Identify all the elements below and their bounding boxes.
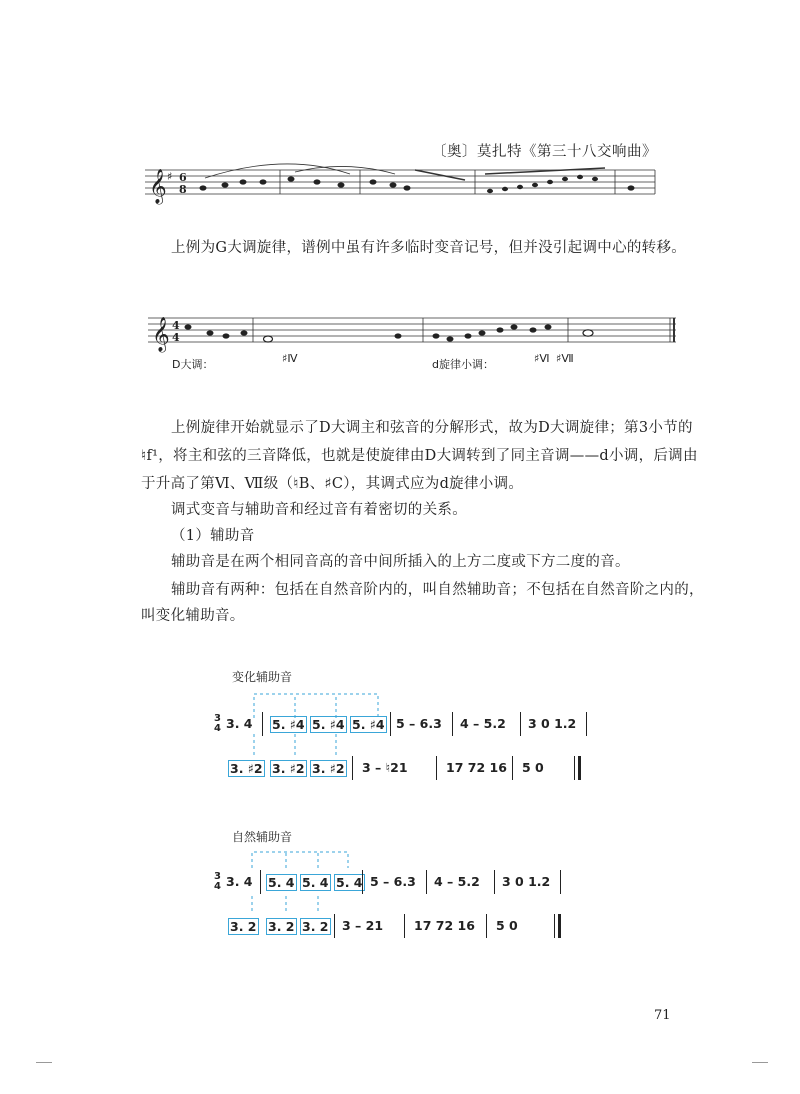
crop-mark — [752, 1062, 768, 1063]
time-sig-top: 3 — [214, 713, 221, 724]
page-number: 71 — [654, 1008, 671, 1023]
highlight-box: 5. ♯4 — [312, 717, 345, 732]
treble-clef-icon: 𝄞 — [152, 317, 170, 352]
svg-text:8: 8 — [179, 183, 187, 196]
highlight-box: 3. ♯2 — [312, 761, 345, 776]
label-d-major: D大调： — [172, 358, 214, 371]
label-d-melodic-minor: d旋律小调： — [432, 358, 494, 371]
paragraph-4-line-2: 叫变化辅助音。 — [141, 608, 245, 624]
highlight-box: 5. 4 — [268, 875, 295, 890]
staff-example-2 — [148, 310, 678, 370]
notation-1-r2-m6: 5 0 — [522, 760, 544, 775]
notation-2-title: 自然辅助音 — [232, 830, 293, 844]
highlight-box: 5. ♯4 — [352, 717, 385, 732]
notation-1-r1-m7: 3 0 1.2 — [528, 716, 577, 731]
section-heading: （1）辅助音 — [171, 528, 255, 544]
svg-text:6: 6 — [179, 171, 187, 184]
staff-example-1 — [145, 160, 665, 208]
paragraph-1-line-1: 上例旋律开始就显示了D大调主和弦音的分解形式，故为D大调旋律；第3小节的 — [171, 420, 693, 436]
paragraph-1-line-2: ♮f¹，将主和弦的三音降低，也就是使旋律由D大调转到了同主音调——d小调，后调由 — [141, 448, 698, 464]
highlight-box: 5. 4 — [302, 875, 329, 890]
notation-2-r1-m5: 5 – 6.3 — [370, 874, 416, 889]
svg-text:♯: ♯ — [167, 170, 173, 183]
notation-2-r2-m6: 5 0 — [496, 918, 518, 933]
notation-1-title: 变化辅助音 — [232, 670, 293, 684]
label-sharp-vi: ♯Ⅵ — [534, 352, 550, 365]
paragraph-1-line-3: 于升高了第Ⅵ、Ⅶ级（♮B、♯C），其调式应为d旋律小调。 — [141, 476, 524, 492]
time-sig-bottom: 4 — [214, 723, 221, 734]
highlight-box: 3. 2 — [230, 919, 257, 934]
paragraph-4-line-1: 辅助音有两种：包括在自然音阶内的，叫自然辅助音；不包括在自然音阶之内的， — [171, 582, 704, 598]
notation-1-r1-m5: 5 – 6.3 — [396, 716, 442, 731]
paragraph-2: 调式变音与辅助音和经过音有着密切的关系。 — [171, 502, 467, 518]
highlight-box: 5. ♯4 — [272, 717, 305, 732]
time-sig-bottom: 4 — [214, 881, 221, 892]
crop-mark — [36, 1062, 52, 1063]
notation-2-r1-m7: 3 0 1.2 — [502, 874, 551, 889]
notation-2-r1-m6: 4 – 5.2 — [434, 874, 480, 889]
svg-text:4: 4 — [172, 331, 180, 344]
label-sharp-vii: ♯Ⅶ — [556, 352, 574, 365]
treble-clef-icon: 𝄞 — [149, 169, 167, 204]
highlight-box: 3. 2 — [302, 919, 329, 934]
notation-1-r2-m4: 3 – ♮21 — [362, 760, 408, 775]
label-sharp-iv: ♯Ⅳ — [282, 352, 298, 365]
notation-2-r2-m5: 17 72 16 — [414, 918, 475, 933]
svg-text:4: 4 — [172, 319, 180, 332]
highlight-box: 3. ♯2 — [272, 761, 305, 776]
paragraph-3: 辅助音是在两个相同音高的音中间所插入的上方二度或下方二度的音。 — [171, 554, 630, 570]
notation-1-r1-m1: 3. 4 — [226, 716, 253, 731]
highlight-box: 5. 4 — [336, 875, 363, 890]
highlight-box: 3. ♯2 — [230, 761, 263, 776]
notation-2-r2-m4: 3 – 21 — [342, 918, 384, 933]
notation-1-r2-m5: 17 72 16 — [446, 760, 507, 775]
highlight-box: 3. 2 — [268, 919, 295, 934]
time-sig-top: 3 — [214, 871, 221, 882]
attribution: 〔奥〕莫扎特《第三十八交响曲》 — [432, 144, 657, 160]
example-1-caption: 上例为G大调旋律，谱例中虽有许多临时变音记号，但并没引起调中心的转移。 — [171, 240, 687, 256]
notation-2-r1-m1: 3. 4 — [226, 874, 253, 889]
notation-1-r1-m6: 4 – 5.2 — [460, 716, 506, 731]
